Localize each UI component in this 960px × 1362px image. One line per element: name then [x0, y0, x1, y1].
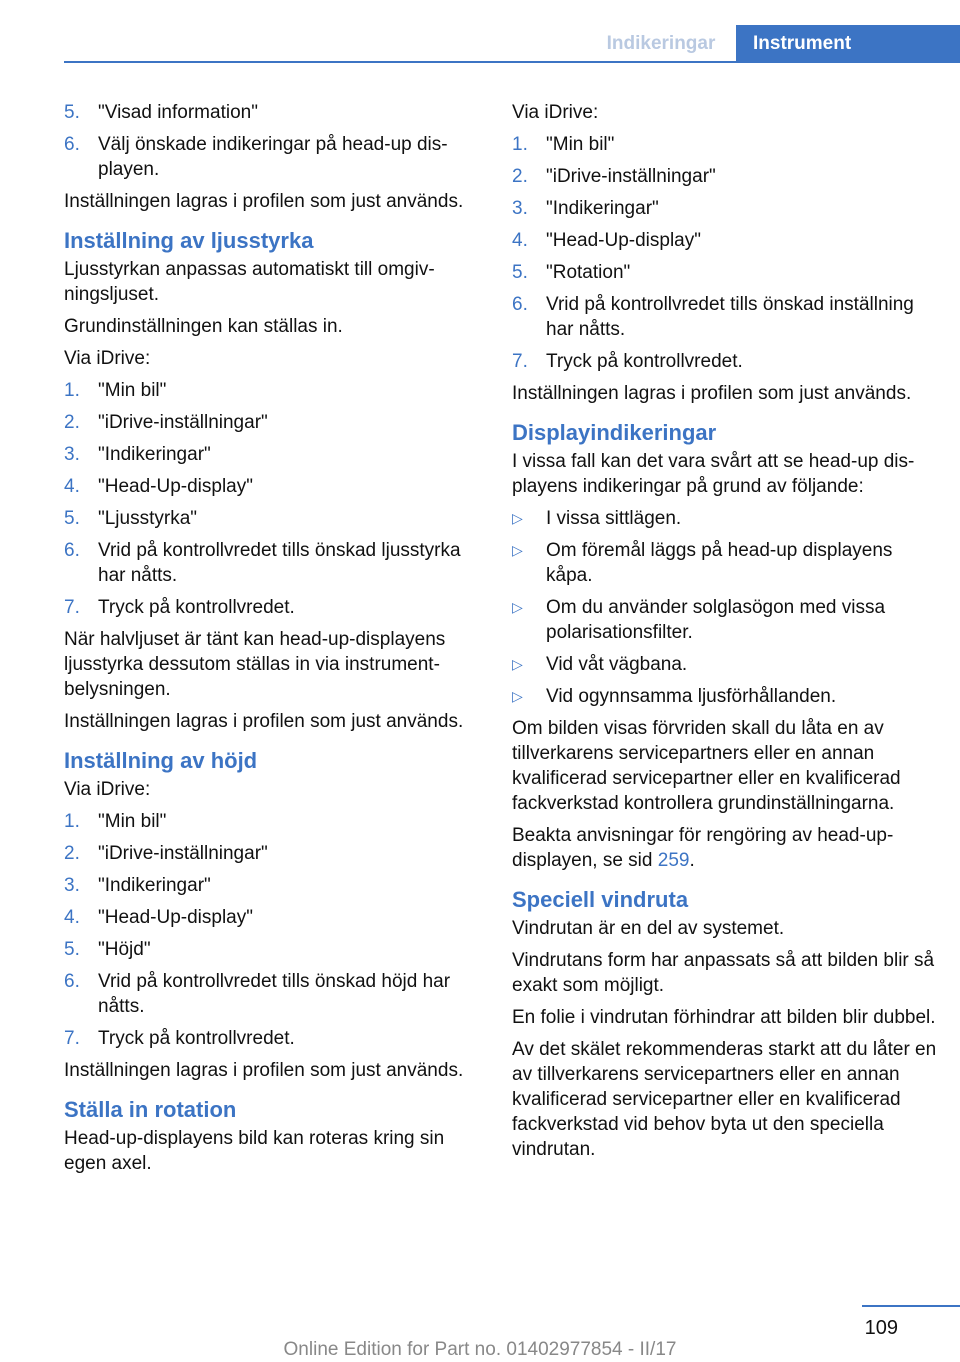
windshield-text-3: En folie i vindrutan förhindrar att bilden blir dubbel.: [512, 1007, 936, 1028]
list-number: 6.: [512, 294, 528, 315]
cleaning-text-end: .: [689, 850, 695, 871]
list-text: "Indikeringar": [546, 198, 659, 219]
list-text: Vrid på kontrollvredet tills önskad inställning har nåtts.: [546, 294, 914, 340]
list-number: 3.: [64, 444, 80, 465]
page-number: 109: [864, 1317, 898, 1339]
list-number: 5.: [64, 102, 80, 123]
list-number: 3.: [64, 875, 80, 896]
saved-note: Inställningen lagras i profilen som just används.: [64, 711, 464, 732]
list-number: 2.: [64, 843, 80, 864]
list-text: Välj önskade indikeringar på head-up displayen.: [98, 134, 448, 180]
bullet-item: [512, 506, 938, 531]
bullet-item: [512, 652, 938, 677]
list-text: "Indikeringar": [98, 875, 211, 896]
list-item: [64, 442, 484, 467]
list-item: [64, 132, 484, 182]
list-item: [512, 228, 938, 253]
windshield-text-4: Av det skälet rekommenderas starkt att du låter en av tillverkarens servicepartners eller en annan kvalificerad servicepartner eller en kvalificerad fackverkstad vid behov byta ut den speciella vindrutan.: [512, 1039, 937, 1160]
brightness-steps: [64, 378, 484, 620]
list-number: 6.: [64, 134, 80, 155]
list-text: "Min bil": [98, 380, 167, 401]
list-text: "Ljusstyrka": [98, 508, 198, 529]
list-text: "Visad information": [98, 102, 258, 123]
brightness-basic-text: Grundinställningen kan ställas in.: [64, 316, 343, 337]
heading-height: Inställning av höjd: [64, 748, 258, 773]
list-number: 6.: [64, 540, 80, 561]
list-item: [64, 873, 484, 898]
windshield-text-1: Vindrutan är en del av systemet.: [512, 918, 785, 939]
list-item: [512, 349, 938, 374]
continued-list: [64, 100, 484, 182]
list-item: [64, 969, 484, 1019]
list-text: "iDrive-inställningar": [98, 412, 268, 433]
list-item: [512, 196, 938, 221]
list-number: 1.: [512, 134, 528, 155]
section-tab[interactable]: Indikeringar: [606, 33, 716, 54]
list-text: Vrid på kontrollvredet tills önskad höjd har nåtts.: [98, 971, 451, 1017]
list-text: "Indikeringar": [98, 444, 211, 465]
list-item: [64, 1026, 484, 1051]
list-item: [64, 809, 484, 834]
bullet-text: I vissa sittlägen.: [546, 508, 682, 529]
list-number: 3.: [512, 198, 528, 219]
saved-note: Inställningen lagras i profilen som just används.: [512, 383, 912, 404]
list-text: "Rotation": [546, 262, 631, 283]
bullet-text: Vid våt vägbana.: [546, 654, 688, 675]
brightness-lowbeam-text: När halvljuset är tänt kan head-up-displayens ljusstyrka dessutom ställas in via instrumentbelysningen.: [64, 629, 446, 700]
list-text: Tryck på kontrollvredet.: [98, 1028, 295, 1049]
list-item: [64, 506, 484, 531]
height-steps: [64, 809, 484, 1051]
list-item: [512, 132, 938, 157]
list-item: [512, 260, 938, 285]
display-bullets: [512, 506, 938, 709]
list-item: [64, 937, 484, 962]
page-link-259[interactable]: 259: [657, 850, 690, 871]
list-text: "iDrive-inställningar": [98, 843, 268, 864]
list-item: [64, 538, 484, 588]
display-distorted-text: Om bilden visas förvriden skall du låta en av tillverkarens servicepartners eller en annan kvalificerad servicepartner eller en kvalificerad fackverkstad kontrollera grundinställningarna.: [512, 718, 901, 814]
heading-brightness: Inställning av ljusstyrka: [64, 228, 314, 253]
list-number: 2.: [512, 166, 528, 187]
list-item: [512, 292, 938, 342]
bullet-item: [512, 684, 938, 709]
list-text: "Höjd": [98, 939, 151, 960]
edition-footer: Online Edition for Part no. 01402977854 - II/17: [283, 1339, 677, 1360]
list-item: [64, 595, 484, 620]
list-item: [512, 164, 938, 189]
list-number: 1.: [64, 380, 80, 401]
list-item: [64, 474, 484, 499]
display-intro-text: I vissa fall kan det vara svårt att se head-up displayens indikeringar på grund av följande:: [512, 451, 915, 497]
list-number: 5.: [64, 508, 80, 529]
via-idrive-label: Via iDrive:: [64, 348, 151, 369]
brightness-auto-text: Ljusstyrkan anpassas automatiskt till omgivningsljuset.: [64, 259, 435, 305]
list-number: 6.: [64, 971, 80, 992]
list-item: [64, 378, 484, 403]
bullet-item: [512, 595, 938, 645]
list-number: 4.: [64, 907, 80, 928]
list-number: 2.: [64, 412, 80, 433]
list-number: 5.: [512, 262, 528, 283]
list-item: [64, 100, 484, 125]
list-number: 1.: [64, 811, 80, 832]
bullet-text: Om du använder solglasögon med vissa polarisationsfilter.: [546, 597, 886, 643]
bullet-text: Om föremål läggs på head-up displayens kåpa.: [546, 540, 893, 586]
page-number-rule: [862, 1305, 960, 1307]
bullet-item: [512, 538, 938, 588]
cleaning-text: Beakta anvisningar för rengöring av head-up-displayen, se sid: [512, 825, 894, 871]
rotation-text: Head-up-displayens bild kan roteras kring sin egen axel.: [64, 1128, 445, 1174]
left-column: [64, 100, 484, 1183]
list-text: "Min bil": [98, 811, 167, 832]
list-item: [64, 905, 484, 930]
saved-note: Inställningen lagras i profilen som just används.: [64, 191, 464, 212]
bullet-text: Vid ogynnsamma ljusförhållanden.: [546, 686, 837, 707]
triangle-bullet-icon: ▷: [512, 542, 523, 558]
triangle-bullet-icon: ▷: [512, 688, 523, 704]
list-text: "Head-Up-display": [546, 230, 701, 251]
triangle-bullet-icon: ▷: [512, 599, 523, 615]
triangle-bullet-icon: ▷: [512, 656, 523, 672]
list-number: 7.: [64, 597, 80, 618]
via-idrive-label: Via iDrive:: [64, 779, 151, 800]
list-text: Vrid på kontrollvredet tills önskad ljusstyrka har nåtts.: [98, 540, 461, 586]
list-text: "Min bil": [546, 134, 615, 155]
list-number: 5.: [64, 939, 80, 960]
display-cleaning-text: [512, 823, 938, 873]
list-number: 7.: [64, 1028, 80, 1049]
triangle-bullet-icon: ▷: [512, 510, 523, 526]
list-number: 4.: [64, 476, 80, 497]
list-number: 4.: [512, 230, 528, 251]
via-idrive-label: Via iDrive:: [512, 102, 599, 123]
heading-special-windshield: Speciell vindruta: [512, 887, 689, 912]
saved-note: Inställningen lagras i profilen som just används.: [64, 1060, 464, 1081]
list-item: [64, 410, 484, 435]
windshield-text-2: Vindrutans form har anpassats så att bilden blir så exakt som möjligt.: [512, 950, 935, 996]
list-text: "iDrive-inställningar": [546, 166, 716, 187]
list-number: 7.: [512, 351, 528, 372]
right-column: [512, 100, 938, 1169]
rotation-steps: [512, 132, 938, 374]
chapter-tab[interactable]: Instrument: [736, 25, 960, 62]
heading-rotation: Ställa in rotation: [64, 1097, 237, 1122]
heading-display-indications: Displayindikeringar: [512, 420, 717, 445]
list-item: [64, 841, 484, 866]
list-text: "Head-Up-display": [98, 476, 253, 497]
list-text: "Head-Up-display": [98, 907, 253, 928]
list-text: Tryck på kontrollvredet.: [546, 351, 743, 372]
list-text: Tryck på kontrollvredet.: [98, 597, 295, 618]
